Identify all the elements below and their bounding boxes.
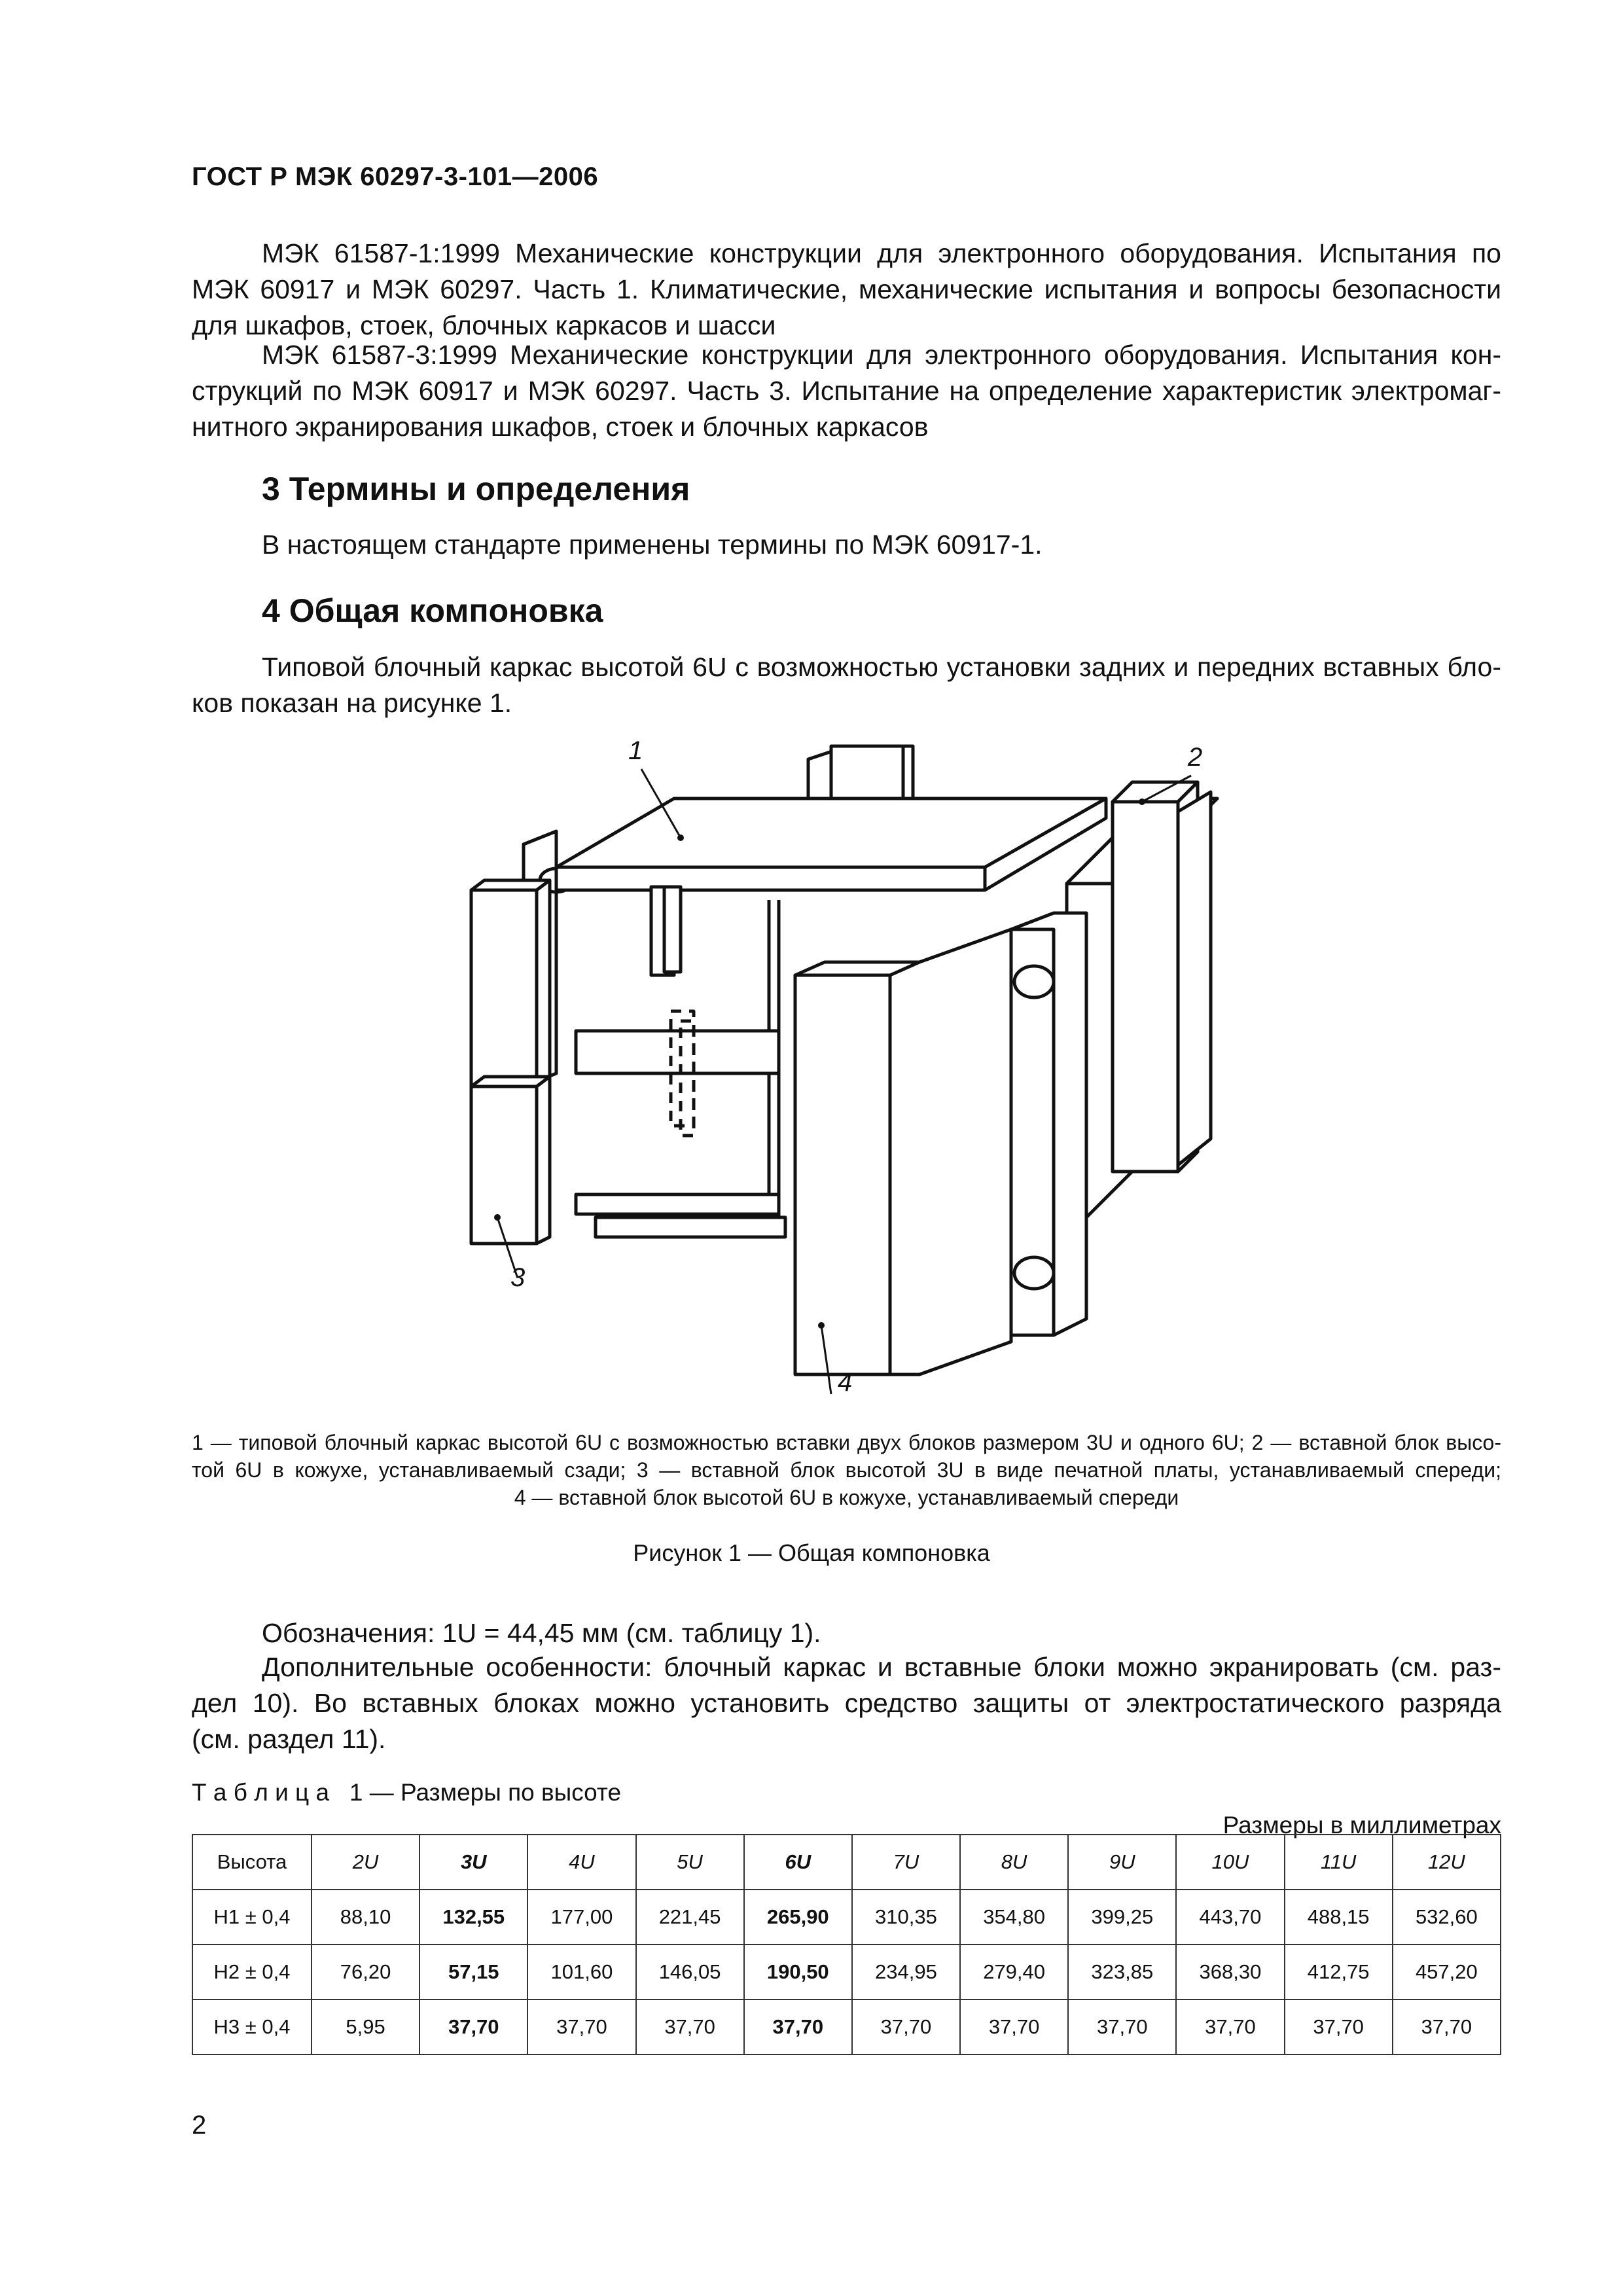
table-cell: 5,95 <box>312 2000 419 2054</box>
legend-line-2: той 6U в кожухе, устанавливаемый сзади; 3 — вставной блок высотой 3U в виде печатной платы, устанавливаемый спереди; <box>192 1458 1501 1482</box>
section-4-line-1: Типовой блочный каркас высотой 6U с возможностью установки задних и передних вставных бло- <box>262 652 1501 682</box>
table-header-cell: 3U <box>419 1835 527 1890</box>
ref2-line-2: струкций по МЭК 60917 и МЭК 60297. Часть 3. Испытание на определение характеристик электромаг- <box>192 376 1501 406</box>
section-3-title: 3 Термины и определения <box>262 471 690 507</box>
table-cell: 37,70 <box>636 2000 744 2054</box>
table-cell: 37,70 <box>419 2000 527 2054</box>
rear-plugin-unit <box>1067 782 1217 1237</box>
table-cell: 37,70 <box>1393 2000 1501 2054</box>
table-cell: 221,45 <box>636 1890 744 1945</box>
table-cell: 190,50 <box>744 1945 852 2000</box>
front-3u-boards <box>471 880 550 1244</box>
table-cell: 399,25 <box>1068 1890 1176 1945</box>
additional-line-1: Дополнительные особенности: блочный каркас и вставные блоки можно экранировать (см. раз- <box>262 1652 1501 1682</box>
figure-legend <box>192 1429 1501 1511</box>
additional-line-3: (см. раздел 11). <box>192 1724 386 1754</box>
front-6u-unit <box>795 929 1011 1374</box>
table-cell: 101,60 <box>527 1945 635 2000</box>
table-cell: 279,40 <box>960 1945 1068 2000</box>
table-cell: 177,00 <box>527 1890 635 1945</box>
table-header-cell: 2U <box>312 1835 419 1890</box>
table-cell: 37,70 <box>1285 2000 1393 2054</box>
table-header-cell: 4U <box>527 1835 635 1890</box>
section-4-line-2: ков показан на рисунке 1. <box>192 688 512 718</box>
table-cell: 37,70 <box>527 2000 635 2054</box>
ref1-line-3: для шкафов, стоек, блочных каркасов и шасси <box>192 310 776 340</box>
table-cell: 488,15 <box>1285 1890 1393 1945</box>
row-label: H2 ± 0,4 <box>192 1945 312 2000</box>
row-label: H3 ± 0,4 <box>192 2000 312 2054</box>
legend-line-3: 4 — вставной блок высотой 6U в кожухе, устанавливаемый спереди <box>514 1486 1179 1509</box>
table-row <box>192 2000 1501 2054</box>
section-4-title: 4 Общая компоновка <box>262 592 603 629</box>
figure-title: Рисунок 1 — Общая компоновка <box>633 1539 990 1566</box>
table-cell: 76,20 <box>312 1945 419 2000</box>
ref1-line-1: МЭК 61587-1:1999 Механические конструкции для электронного оборудования. Испытания по <box>262 238 1501 268</box>
table-cell: 310,35 <box>852 1890 960 1945</box>
table-cell: 37,70 <box>1176 2000 1284 2054</box>
figure-label-1: 1 <box>628 736 643 765</box>
designations: Обозначения: 1U = 44,45 мм (см. таблицу 1). <box>262 1618 821 1648</box>
section-3-text: В настоящем стандарте применены термины по МЭК 60917-1. <box>262 529 1043 560</box>
table-cell: 37,70 <box>960 2000 1068 2054</box>
table-cell: 132,55 <box>419 1890 527 1945</box>
table-header-cell: 11U <box>1285 1835 1393 1890</box>
table-header-cell: 5U <box>636 1835 744 1890</box>
table-cell: 88,10 <box>312 1890 419 1945</box>
row-label: H1 ± 0,4 <box>192 1890 312 1945</box>
table-cell: 37,70 <box>1068 2000 1176 2054</box>
figure-label-3: 3 <box>510 1263 526 1292</box>
ref2-line-1: МЭК 61587-3:1999 Механические конструкции для электронного оборудования. Испытания кон- <box>262 340 1501 370</box>
table-cell: 146,05 <box>636 1945 744 2000</box>
table-row <box>192 1890 1501 1945</box>
ref1-line-2: МЭК 60917 и МЭК 60297. Часть 1. Климатические, механические испытания и вопросы безопасности <box>192 274 1501 304</box>
table-header-cell: 6U <box>744 1835 852 1890</box>
table-units: Размеры в миллиметрах <box>1222 1812 1501 1839</box>
additional-features <box>192 1649 1501 1757</box>
table-cell: 265,90 <box>744 1890 852 1945</box>
table-header-cell: 10U <box>1176 1835 1284 1890</box>
additional-line-2: дел 10). Во вставных блоках можно установить средство защиты от электростатического разряда <box>192 1688 1501 1718</box>
table-header-cell: 12U <box>1393 1835 1501 1890</box>
table-header-cell: Высота <box>192 1835 312 1890</box>
document-header: ГОСТ Р МЭК 60297-3-101—2006 <box>192 162 599 191</box>
page-number: 2 <box>192 2111 207 2140</box>
table-cell: 532,60 <box>1393 1890 1501 1945</box>
table-cell: 37,70 <box>744 2000 852 2054</box>
table-cell: 354,80 <box>960 1890 1068 1945</box>
table-cell: 323,85 <box>1068 1945 1176 2000</box>
table-cell: 443,70 <box>1176 1890 1284 1945</box>
table-header-cell: 9U <box>1068 1835 1176 1890</box>
height-dimensions-table <box>192 1834 1501 2055</box>
table-cell: 412,75 <box>1285 1945 1393 2000</box>
figure-label-2: 2 <box>1188 743 1203 772</box>
table-cell: 368,30 <box>1176 1945 1284 2000</box>
table-row <box>192 1945 1501 2000</box>
figure-label-4: 4 <box>838 1368 853 1397</box>
table-cell: 57,15 <box>419 1945 527 2000</box>
table-cell: 37,70 <box>852 2000 960 2054</box>
ref2-line-3: нитного экранирования шкафов, стоек и блочных каркасов <box>192 412 929 442</box>
table-header-cell: 7U <box>852 1835 960 1890</box>
table-cell: 234,95 <box>852 1945 960 2000</box>
legend-line-1: 1 — типовой блочный каркас высотой 6U с возможностью вставки двух блоков размером 3U и одного 6U; 2 — вставной блок высо- <box>192 1431 1501 1454</box>
table-title: Т а б л и ц а 1 — Размеры по высоте <box>192 1779 622 1806</box>
table-header-cell: 8U <box>960 1835 1068 1890</box>
table-cell: 457,20 <box>1393 1945 1501 2000</box>
table-header-row <box>192 1835 1501 1890</box>
